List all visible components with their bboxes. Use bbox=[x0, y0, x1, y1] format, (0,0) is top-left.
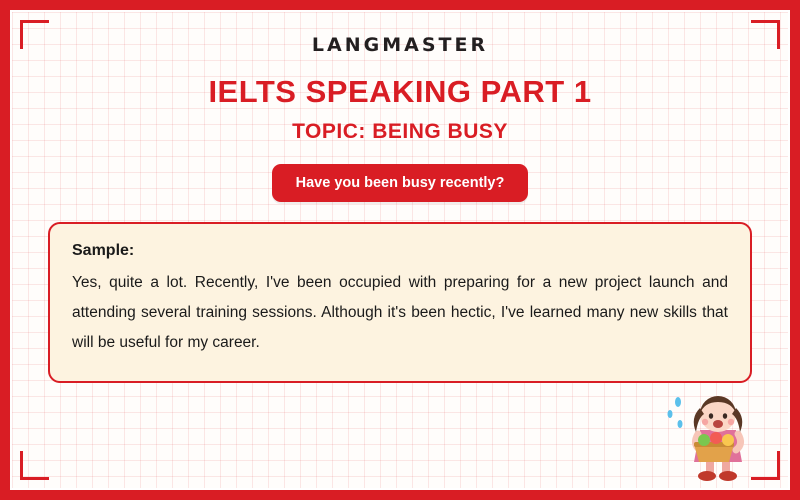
sample-label: Sample: bbox=[72, 242, 135, 259]
busy-girl-illustration bbox=[660, 372, 770, 482]
page-title: IELTS SPEAKING PART 1 bbox=[208, 74, 592, 109]
poster-content bbox=[12, 12, 788, 383]
question-container bbox=[12, 164, 788, 202]
brand-logo: LANGMASTER bbox=[311, 34, 489, 56]
sample-text: Yes, quite a lot. Recently, I've been occupied with preparing for a new project launch and attending several training sessions. Although it's been hectic, I've learned many new skills that will be useful for my career. bbox=[72, 274, 728, 352]
page-subtitle: TOPIC: BEING BUSY bbox=[292, 120, 508, 143]
sample-answer-card bbox=[48, 222, 752, 383]
question-badge: Have you been busy recently? bbox=[272, 164, 529, 202]
poster-inner-panel bbox=[10, 10, 790, 490]
corner-decoration-bottom-left bbox=[20, 451, 49, 480]
